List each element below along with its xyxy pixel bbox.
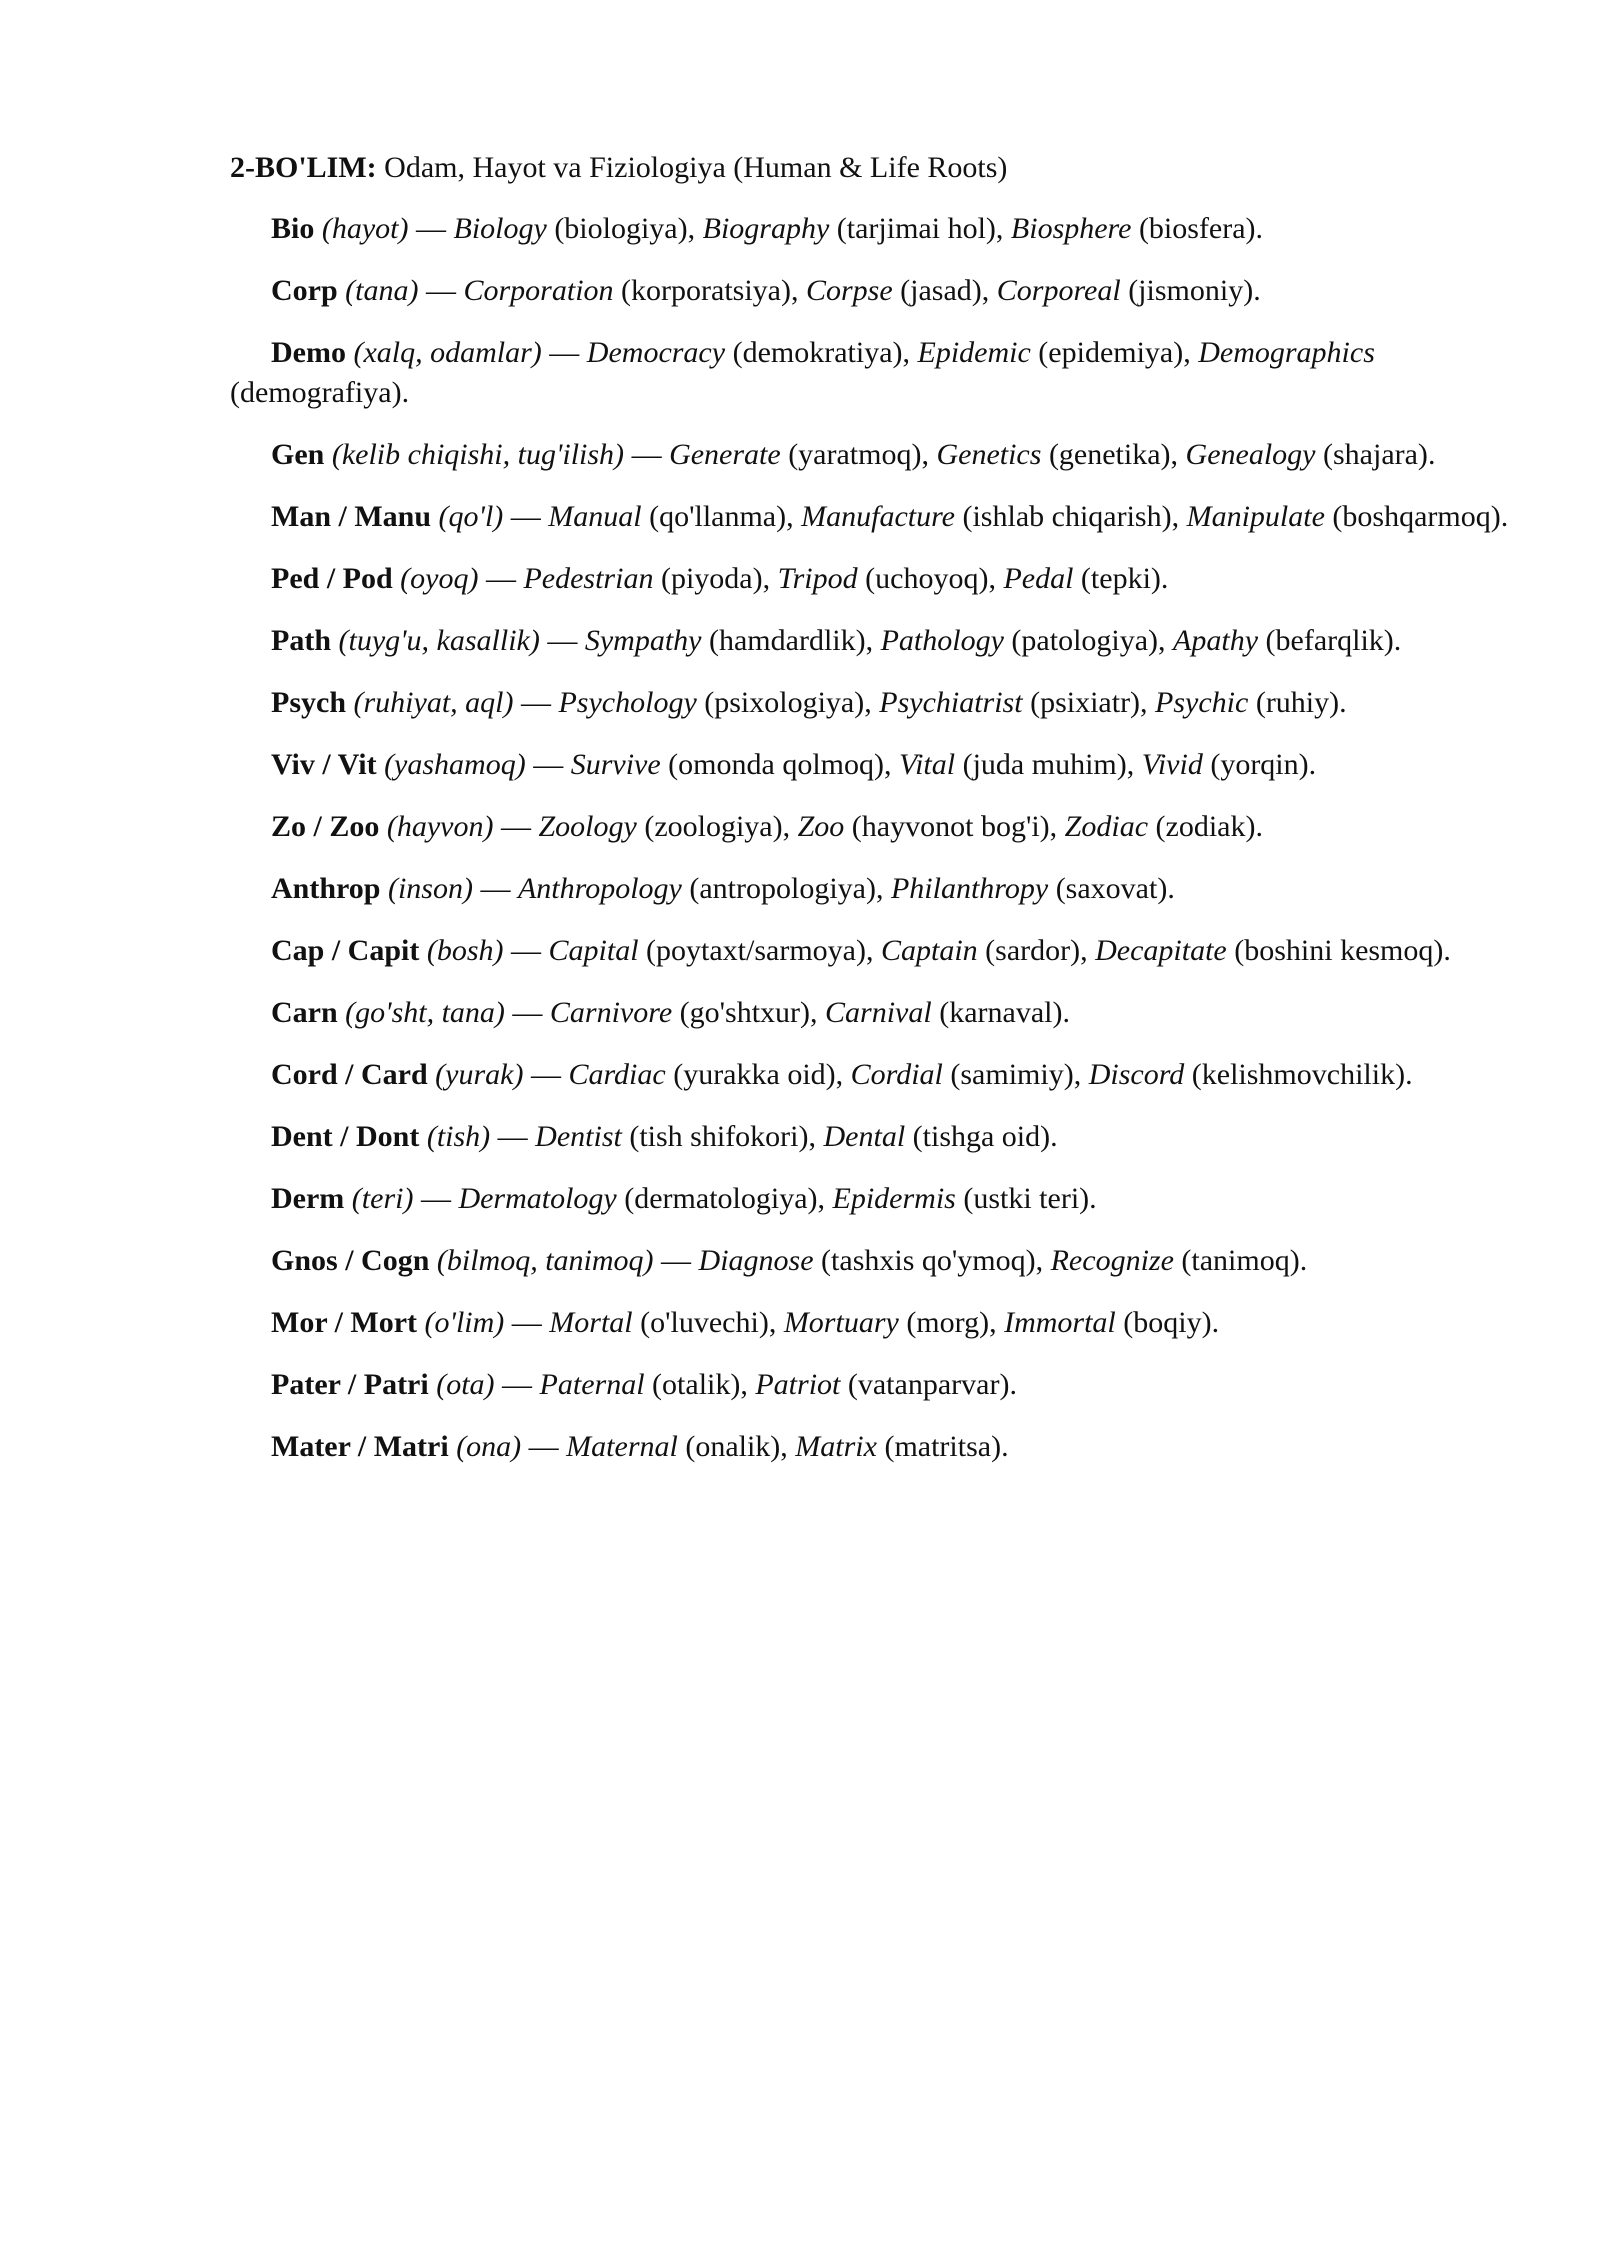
example-word: Cordial [850, 1058, 943, 1091]
example-translation: (ustki teri) [963, 1182, 1090, 1215]
root-term: Ped / Pod [271, 562, 393, 595]
example-translation: (ishlab chiqarish) [962, 500, 1172, 533]
example-translation: (vatanparvar) [847, 1368, 1010, 1401]
example-translation: (juda muhim) [962, 748, 1127, 781]
example-translation: (hamdardlik) [709, 624, 866, 657]
example-translation: (boqiy) [1123, 1306, 1212, 1339]
example-translation: (befarqlik) [1265, 624, 1394, 657]
root-entry: Anthrop (inson) — Anthropology (antropologiya), Philanthropy (saxovat). [271, 872, 1175, 905]
root-term: Dent / Dont [271, 1120, 420, 1153]
example-translation: (zodiak) [1155, 810, 1256, 843]
example-translation: (uchoyoq) [865, 562, 989, 595]
root-entry: Mater / Matri (ona) — Maternal (onalik), Matrix (matritsa). [271, 1430, 1009, 1463]
example-translation: (psixiatr) [1030, 686, 1141, 719]
section-label: 2-BO'LIM: [230, 151, 377, 184]
example-translation: (shajara) [1323, 438, 1428, 471]
example-word: Psychiatrist [879, 686, 1023, 719]
example-word: Psychic [1155, 686, 1249, 719]
example-translation: (demografiya) [230, 376, 402, 409]
example-word: Patriot [755, 1368, 841, 1401]
root-entry: Dent / Dont (tish) — Dentist (tish shifokori), Dental (tishga oid). [271, 1120, 1058, 1153]
example-translation: (boshqarmoq) [1332, 500, 1501, 533]
example-translation: (korporatsiya) [621, 274, 791, 307]
example-word: Biography [702, 212, 830, 245]
example-word: Genealogy [1185, 438, 1316, 471]
example-word: Recognize [1050, 1244, 1174, 1277]
root-meaning: (kelib chiqishi, tug'ilish) [331, 438, 625, 471]
example-translation: (biosfera) [1138, 212, 1256, 245]
example-word: Anthropology [517, 872, 682, 905]
example-translation: (tishga oid) [912, 1120, 1051, 1153]
example-word: Capital [548, 934, 639, 967]
example-translation: (morg) [906, 1306, 990, 1339]
example-word: Immortal [1004, 1306, 1116, 1339]
root-meaning: (o'lim) [424, 1306, 505, 1339]
root-entry: Corp (tana) — Corporation (korporatsiya), Corpse (jasad), Corporeal (jismoniy). [271, 274, 1261, 307]
example-translation: (tashxis qo'ymoq) [821, 1244, 1036, 1277]
example-translation: (biologiya) [554, 212, 688, 245]
section-title: Odam, Hayot va Fiziologiya (Human & Life Roots) [376, 151, 1008, 184]
root-term: Gnos / Cogn [271, 1244, 430, 1277]
example-word: Dental [823, 1120, 906, 1153]
example-word: Vivid [1141, 748, 1203, 781]
root-entry: Path (tuyg'u, kasallik) — Sympathy (hamdardlik), Pathology (patologiya), Apathy (befarqlik). [271, 624, 1402, 657]
root-term: Viv / Vit [271, 748, 377, 781]
example-translation: (poytaxt/sarmoya) [646, 934, 866, 967]
root-entries-list [230, 209, 1530, 1467]
root-entry: Carn (go'sht, tana) — Carnivore (go'shtxur), Carnival (karnaval). [271, 996, 1070, 1029]
root-meaning: (go'sht, tana) [345, 996, 505, 1029]
example-word: Zoo [797, 810, 845, 843]
root-term: Anthrop [271, 872, 381, 905]
root-meaning: (yashamoq) [384, 748, 526, 781]
root-meaning: (ota) [436, 1368, 495, 1401]
example-word: Carnival [825, 996, 932, 1029]
section-heading [230, 148, 1530, 188]
example-word: Biology [453, 212, 547, 245]
example-translation: (ruhiy) [1255, 686, 1340, 719]
root-meaning: (qo'l) [438, 500, 504, 533]
root-term: Mor / Mort [271, 1306, 418, 1339]
example-word: Paternal [539, 1368, 645, 1401]
example-word: Discord [1088, 1058, 1185, 1091]
root-entry: Bio (hayot) — Biology (biologiya), Biography (tarjimai hol), Biosphere (biosfera). [271, 212, 1264, 245]
example-word: Epidemic [917, 336, 1031, 369]
example-translation: (antropologiya) [689, 872, 876, 905]
example-word: Maternal [566, 1430, 678, 1463]
root-term: Gen [271, 438, 325, 471]
root-meaning: (tuyg'u, kasallik) [338, 624, 540, 657]
root-meaning: (hayot) [321, 212, 409, 245]
example-word: Philanthropy [890, 872, 1049, 905]
root-term: Carn [271, 996, 338, 1029]
root-meaning: (hayvon) [386, 810, 494, 843]
example-translation: (yorqin) [1210, 748, 1309, 781]
example-translation: (hayvonot bog'i) [851, 810, 1050, 843]
example-translation: (yurakka oid) [673, 1058, 836, 1091]
root-entry: Ped / Pod (oyoq) — Pedestrian (piyoda), Tripod (uchoyoq), Pedal (tepki). [271, 562, 1169, 595]
example-translation: (piyoda) [660, 562, 763, 595]
root-entry: Man / Manu (qo'l) — Manual (qo'llanma), Manufacture (ishlab chiqarish), Manipulate (boshqarmoq). [271, 500, 1509, 533]
root-entry: Viv / Vit (yashamoq) — Survive (omonda qolmoq), Vital (juda muhim), Vivid (yorqin). [271, 748, 1317, 781]
example-word: Zoology [538, 810, 637, 843]
root-entry: Psych (ruhiyat, aql) — Psychology (psixologiya), Psychiatrist (psixiatr), Psychic (ruhiy). [271, 686, 1347, 719]
root-entry: Cap / Capit (bosh) — Capital (poytaxt/sarmoya), Captain (sardor), Decapitate (boshini kesmoq). [271, 934, 1451, 967]
example-translation: (o'luvechi) [640, 1306, 769, 1339]
example-word: Democracy [586, 336, 726, 369]
root-meaning: (ruhiyat, aql) [353, 686, 514, 719]
example-word: Dentist [535, 1120, 622, 1153]
example-translation: (saxovat) [1055, 872, 1168, 905]
root-term: Demo [271, 336, 346, 369]
root-term: Path [271, 624, 331, 657]
root-term: Corp [271, 274, 338, 307]
example-translation: (demokratiya) [732, 336, 903, 369]
example-word: Pathology [880, 624, 1004, 657]
example-word: Corporation [463, 274, 614, 307]
root-term: Bio [271, 212, 315, 245]
example-translation: (boshini kesmoq) [1234, 934, 1444, 967]
example-translation: (kelishmovchilik) [1191, 1058, 1406, 1091]
example-word: Corpse [805, 274, 893, 307]
example-translation: (otalik) [652, 1368, 741, 1401]
example-word: Vital [898, 748, 956, 781]
root-term: Man / Manu [271, 500, 432, 533]
example-translation: (go'shtxur) [679, 996, 811, 1029]
document-page [230, 148, 1530, 1489]
root-term: Cord / Card [271, 1058, 428, 1091]
root-meaning: (tish) [426, 1120, 491, 1153]
example-word: Diagnose [698, 1244, 814, 1277]
root-term: Cap / Capit [271, 934, 420, 967]
example-translation: (sardor) [985, 934, 1081, 967]
example-word: Biosphere [1010, 212, 1132, 245]
root-term: Zo / Zoo [271, 810, 380, 843]
example-translation: (tarjimai hol) [836, 212, 996, 245]
example-word: Cardiac [568, 1058, 666, 1091]
example-translation: (jasad) [900, 274, 982, 307]
example-word: Pedestrian [523, 562, 654, 595]
example-word: Psychology [558, 686, 697, 719]
example-translation: (tepki) [1080, 562, 1161, 595]
example-word: Survive [570, 748, 661, 781]
example-word: Carnivore [549, 996, 673, 1029]
root-entry: Gnos / Cogn (bilmoq, tanimoq) — Diagnose (tashxis qo'ymoq), Recognize (tanimoq). [271, 1244, 1308, 1277]
root-term: Pater / Patri [271, 1368, 429, 1401]
root-meaning: (tana) [345, 274, 419, 307]
example-translation: (onalik) [685, 1430, 781, 1463]
example-word: Zodiac [1064, 810, 1149, 843]
root-meaning: (xalq, odamlar) [353, 336, 542, 369]
example-translation: (qo'llanma) [649, 500, 787, 533]
example-translation: (patologiya) [1011, 624, 1159, 657]
example-word: Genetics [936, 438, 1042, 471]
root-meaning: (bosh) [426, 934, 504, 967]
example-word: Pedal [1003, 562, 1074, 595]
example-word: Manual [548, 500, 642, 533]
root-term: Derm [271, 1182, 345, 1215]
example-translation: (epidemiya) [1038, 336, 1184, 369]
root-meaning: (bilmoq, tanimoq) [436, 1244, 654, 1277]
root-entry: Gen (kelib chiqishi, tug'ilish) — Generate (yaratmoq), Genetics (genetika), Genealogy (shajara). [271, 438, 1436, 471]
root-meaning: (oyoq) [400, 562, 479, 595]
example-translation: (tanimoq) [1181, 1244, 1300, 1277]
example-translation: (omonda qolmoq) [668, 748, 884, 781]
root-meaning: (teri) [351, 1182, 414, 1215]
root-entry: Demo (xalq, odamlar) — Democracy (demokratiya), Epidemic (epidemiya), Demographics (demografiya). [230, 336, 1375, 409]
example-word: Demographics [1198, 336, 1375, 369]
example-word: Epidermis [832, 1182, 956, 1215]
root-entry: Cord / Card (yurak) — Cardiac (yurakka oid), Cordial (samimiy), Discord (kelishmovchilik). [271, 1058, 1413, 1091]
example-word: Manipulate [1186, 500, 1325, 533]
example-translation: (jismoniy) [1128, 274, 1254, 307]
example-word: Corporeal [996, 274, 1121, 307]
example-translation: (dermatologiya) [624, 1182, 818, 1215]
example-translation: (karnaval) [939, 996, 1063, 1029]
example-word: Mortuary [783, 1306, 899, 1339]
example-word: Mortal [549, 1306, 633, 1339]
example-translation: (samimiy) [950, 1058, 1074, 1091]
root-entry: Pater / Patri (ota) — Paternal (otalik), Patriot (vatanparvar). [271, 1368, 1017, 1401]
example-word: Apathy [1173, 624, 1259, 657]
example-translation: (tish shifokori) [629, 1120, 809, 1153]
example-translation: (genetika) [1048, 438, 1171, 471]
root-meaning: (yurak) [435, 1058, 524, 1091]
example-word: Manufacture [801, 500, 955, 533]
root-term: Psych [271, 686, 346, 719]
example-translation: (psixologiya) [704, 686, 865, 719]
example-translation: (matritsa) [884, 1430, 1002, 1463]
example-word: Matrix [795, 1430, 877, 1463]
example-word: Tripod [777, 562, 858, 595]
root-term: Mater / Matri [271, 1430, 449, 1463]
root-meaning: (ona) [456, 1430, 522, 1463]
root-entry: Derm (teri) — Dermatology (dermatologiya), Epidermis (ustki teri). [271, 1182, 1097, 1215]
example-word: Sympathy [584, 624, 702, 657]
root-entry: Zo / Zoo (hayvon) — Zoology (zoologiya), Zoo (hayvonot bog'i), Zodiac (zodiak). [271, 810, 1263, 843]
example-translation: (yaratmoq) [788, 438, 922, 471]
root-meaning: (inson) [387, 872, 473, 905]
example-translation: (zoologiya) [644, 810, 783, 843]
example-word: Captain [880, 934, 978, 967]
example-word: Decapitate [1095, 934, 1227, 967]
root-entry: Mor / Mort (o'lim) — Mortal (o'luvechi), Mortuary (morg), Immortal (boqiy). [271, 1306, 1220, 1339]
example-word: Generate [669, 438, 781, 471]
example-word: Dermatology [458, 1182, 617, 1215]
